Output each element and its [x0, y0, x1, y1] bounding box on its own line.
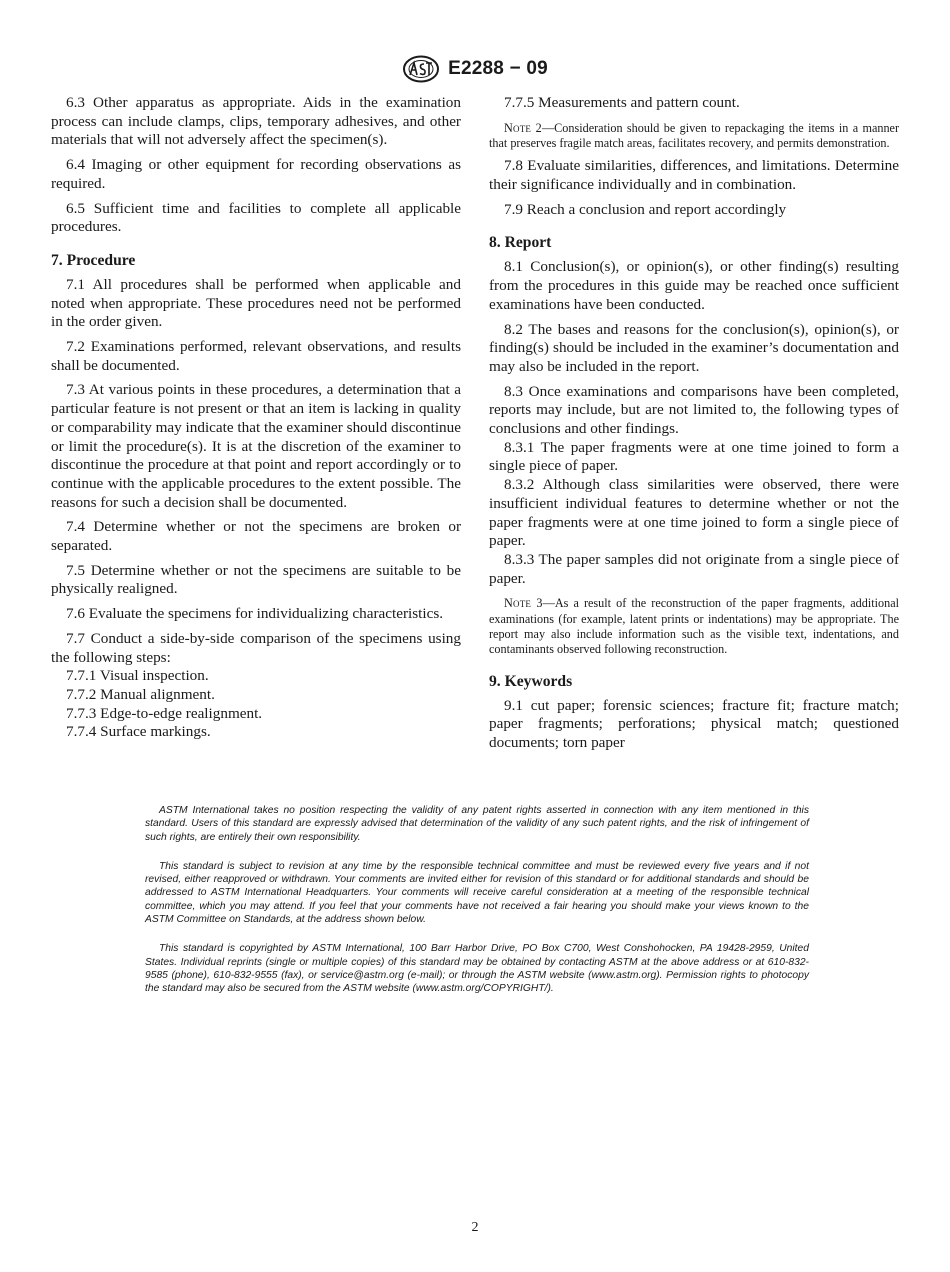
legal-footer: [145, 804, 809, 1012]
section-heading-report: 8. Report: [489, 234, 552, 252]
paragraph-7-1: 7.1 All procedures shall be performed when applicable and noted when appropriate. These procedures need not be performed in the order given.: [51, 275, 461, 331]
astm-logo-icon: [402, 55, 440, 83]
paragraph-8-2: 8.2 The bases and reasons for the conclusion(s), opinion(s), or finding(s) should be included in the examiner’s documentation and may also be included in the report.: [489, 320, 899, 375]
paragraph-9-1: 9.1 cut paper; forensic sciences; fracture fit; fracture match; paper fragments; perforations; physical match; questioned documents; torn paper: [489, 696, 899, 751]
copyright-notice: This standard is copyrighted by ASTM International, 100 Barr Harbor Drive, PO Box C700, West Conshohocken, PA 19428-2959, United States. Individual reprints (single or multiple copies) of this standard may be obtained by contacting ASTM at the above address or at 610-832-9585 (phone), 610-832-9555 (fax), or service@astm.org (e-mail); or through the ASTM website (www.astm.org). Permission rights to photocopy the standard may also be secured from the ASTM website (www.astm.org/COPYRIGHT/).: [145, 943, 809, 995]
paragraph-7-7-1: 7.7.1 Visual inspection.: [66, 667, 209, 685]
note-3: [489, 596, 899, 657]
page-header: [0, 54, 950, 84]
paragraph-7-7: 7.7 Conduct a side-by-side comparison of the specimens using the following steps:: [51, 629, 461, 666]
paragraph-6-5: 6.5 Sufficient time and facilities to complete all applicable procedures.: [51, 199, 461, 236]
paragraph-8-1: 8.1 Conclusion(s), or opinion(s), or other finding(s) resulting from the procedures in this guide may be reached once sufficient examinations have been conducted.: [489, 258, 899, 313]
standard-designation: E2288 − 09: [448, 58, 548, 79]
note-2-text: —Consideration should be given to repackaging the items in a manner that preserves fragile match areas, facilitates recovery, and permits demonstration.: [489, 120, 900, 150]
paragraph-7-7-5: 7.7.5 Measurements and pattern count.: [504, 94, 740, 111]
paragraph-7-8: 7.8 Evaluate similarities, differences, and limitations. Determine their significance individually and in combination.: [489, 157, 899, 193]
paragraph-7-3: 7.3 At various points in these procedures, a determination that a particular feature is not present or that an item is lacking in quality or comparability may indicate that the examiner should discontinue or limit the procedure(s). It is at the discretion of the examiner to discontinue the procedure at that point and report accordingly or to continue with the applicable procedures to the extent possible. The reasons for such a decision shall be documented.: [51, 381, 461, 511]
paragraph-7-9: 7.9 Reach a conclusion and report accordingly: [504, 200, 787, 218]
note-3-label: Note 3: [504, 596, 543, 611]
paragraph-7-4: 7.4 Determine whether or not the specimens are broken or separated.: [51, 518, 461, 555]
revision-notice: This standard is subject to revision at any time by the responsible technical committee and must be reviewed every five years and if not revised, either reapproved or withdrawn. Your comments are invited either for revision of this standard or for additional standards and should be addressed to ASTM International Headquarters. Your comments will receive careful consideration at a meeting of the responsible technical committee, which you may attend. If you feel that your comments have not received a fair hearing you should make your views known to the ASTM Committee on Standards, at the address shown below.: [145, 860, 809, 926]
section-heading-keywords: 9. Keywords: [489, 672, 573, 690]
paragraph-6-3: 6.3 Other apparatus as appropriate. Aids in the examination process can include clamps, clips, temporary adhesives, and other materials that will not adversely affect the specimen(s).: [51, 94, 461, 149]
section-heading-procedure: 7. Procedure: [51, 251, 136, 269]
paragraph-7-7-2: 7.7.2 Manual alignment.: [66, 685, 215, 703]
note-2: [489, 121, 899, 152]
paragraph-7-7-3: 7.7.3 Edge-to-edge realignment.: [66, 704, 263, 722]
paragraph-8-3-2: 8.3.2 Although class similarities were observed, there were insufficient individual features to determine whether or not the paper fragments were at one time joined to form a single piece of paper.: [489, 476, 899, 550]
right-column: [489, 94, 899, 753]
paragraph-8-3-1: 8.3.1 The paper fragments were at one time joined to form a single piece of paper.: [489, 438, 899, 475]
paragraph-7-7-4: 7.7.4 Surface markings.: [66, 723, 211, 741]
page-number: 2: [471, 1220, 479, 1235]
paragraph-7-5: 7.5 Determine whether or not the specimens are suitable to be physically realigned.: [51, 561, 461, 598]
paragraph-8-3: 8.3 Once examinations and comparisons have been completed, reports may include, but are not limited to, the following types of conclusions and other findings.: [489, 382, 899, 438]
paragraph-6-4: 6.4 Imaging or other equipment for recording observations as required.: [51, 156, 461, 192]
paragraph-7-2: 7.2 Examinations performed, relevant observations, and results shall be documented.: [51, 338, 461, 374]
note-3-text: —As a result of the reconstruction of the paper fragments, additional examinations (for example, latent prints or indentations) may be appropriate. The report may also include information such as the visible text, indentations, and contaminants observed following reconstruction.: [489, 596, 899, 657]
left-column: [51, 94, 461, 742]
patent-notice: ASTM International takes no position respecting the validity of any patent rights asserted in connection with any item mentioned in this standard. Users of this standard are expressly advised that determination of the validity of any such patent rights, and the risk of infringement of such rights, are entirely their own responsibility.: [145, 805, 809, 843]
paragraph-8-3-3: 8.3.3 The paper samples did not originate from a single piece of paper.: [489, 550, 899, 587]
note-2-label: Note 2: [504, 120, 542, 135]
paragraph-7-6: 7.6 Evaluate the specimens for individualizing characteristics.: [66, 605, 444, 623]
